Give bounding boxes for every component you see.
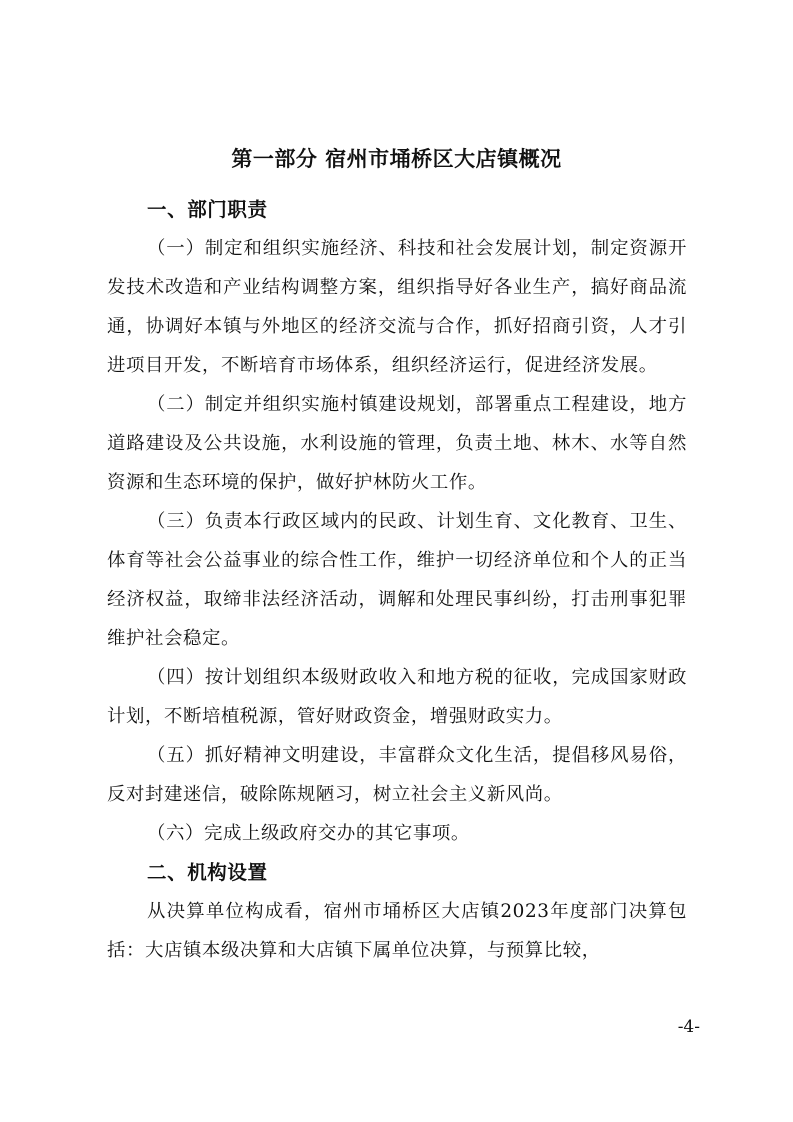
paragraph: 从决算单位构成看，宿州市埇桥区大店镇2023年度部门决算包括：大店镇本级决算和大店镇下属单位决算，与预算比较， <box>107 901 687 961</box>
page-number: -4- <box>677 1017 700 1037</box>
paragraph: （六）完成上级政府交办的其它事项。 <box>147 823 470 844</box>
document-body <box>107 190 687 970</box>
paragraph: （三）负责本行政区域内的民政、计划生育、文化教育、卫生、体育等社会公益事业的综合性工作，维护一切经济单位和个人的正当经济权益，取缔非法经济活动，调解和处理民事纠纷，打击刑事犯罪维护社会稳定。 <box>107 511 687 649</box>
paragraph: （五）抓好精神文明建设，丰富群众文化生活，提倡移风易俗，反对封建迷信，破除陈规陋习，树立社会主义新风尚。 <box>107 745 687 805</box>
section-heading-duties: 一、部门职责 <box>147 198 268 221</box>
page-title: 第一部分 宿州市埇桥区大店镇概况 <box>231 147 562 171</box>
paragraph: （四）按计划组织本级财政收入和地方税的征收，完成国家财政计划，不断培植税源，管好财政资金，增强财政实力。 <box>107 667 687 727</box>
paragraph: （二）制定并组织实施村镇建设规划，部署重点工程建设，地方道路建设及公共设施，水利设施的管理，负责土地、林木、水等自然资源和生态环境的保护，做好护林防火工作。 <box>107 394 687 493</box>
paragraph: （一）制定和组织实施经济、科技和社会发展计划，制定资源开发技术改造和产业结构调整方案，组织指导好各业生产，搞好商品流通，协调好本镇与外地区的经济交流与合作，抓好招商引资，人才引进项目开发，不断培育市场体系，组织经济运行，促进经济发展。 <box>107 238 687 376</box>
section-heading-organization: 二、机构设置 <box>147 861 268 884</box>
